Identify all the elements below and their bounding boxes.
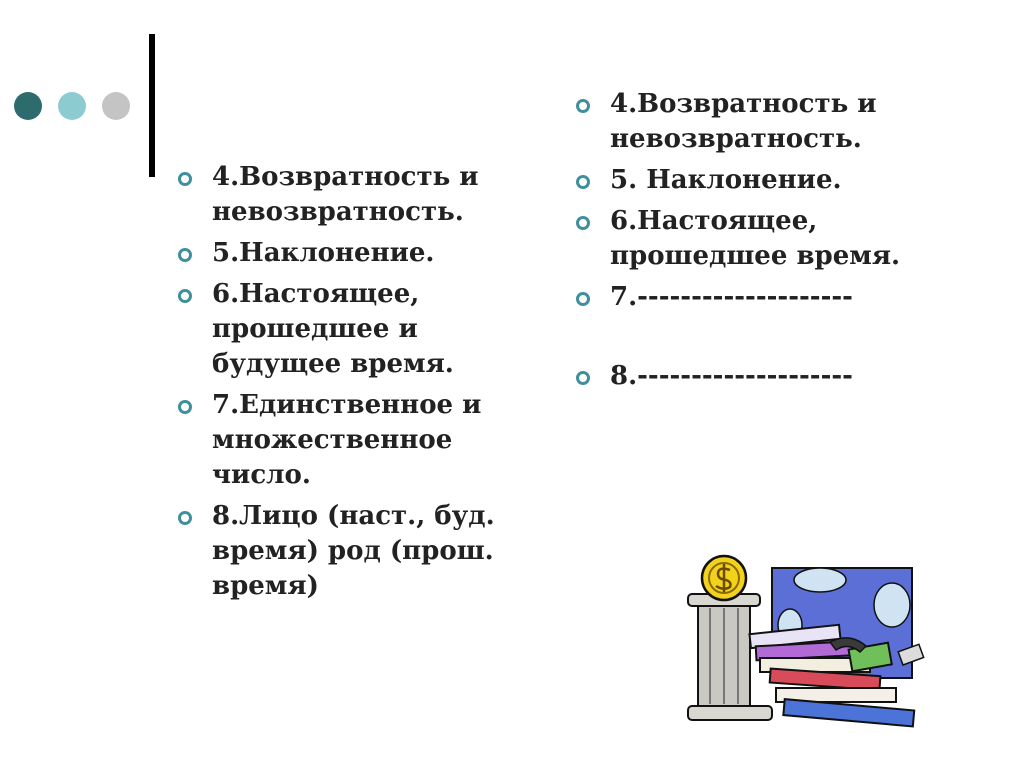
gray-dot xyxy=(102,92,130,120)
list-item xyxy=(574,163,994,198)
ring-bullet-icon xyxy=(576,99,590,113)
ring-bullet-icon xyxy=(178,400,192,414)
list-item-text: 7.-------------------- xyxy=(610,282,853,312)
list-item-text: 7.Единственное и множественное число. xyxy=(212,390,482,490)
list-item xyxy=(574,280,994,315)
ring-bullet-icon xyxy=(576,292,590,306)
books-column-coin-clipart xyxy=(680,550,940,740)
ring-bullet-icon xyxy=(178,248,192,262)
list-item-text: 5. Наклонение. xyxy=(610,165,842,195)
right-bullet-list xyxy=(574,87,994,400)
list-item xyxy=(176,160,536,230)
list-item xyxy=(574,204,994,274)
list-item xyxy=(574,359,994,394)
vertical-divider xyxy=(149,34,155,177)
ring-bullet-icon xyxy=(576,175,590,189)
list-item-text: 5.Наклонение. xyxy=(212,238,435,268)
ring-bullet-icon xyxy=(178,289,192,303)
list-item xyxy=(176,388,536,493)
ring-bullet-icon xyxy=(178,511,192,525)
list-item-text: 6.Настоящее, прошедшее время. xyxy=(610,206,901,271)
list-item-text: 8.-------------------- xyxy=(610,361,853,391)
ring-bullet-icon xyxy=(576,371,590,385)
ring-bullet-icon xyxy=(178,172,192,186)
dark-dot xyxy=(14,92,42,120)
list-item xyxy=(176,236,536,271)
list-item xyxy=(176,499,536,604)
left-bullet-list xyxy=(176,160,536,610)
teal-dot xyxy=(58,92,86,120)
list-item-text: 4.Возвратность и невозвратность. xyxy=(212,162,479,227)
ring-bullet-icon xyxy=(576,216,590,230)
list-item-text: 6.Настоящее, прошедшее и будущее время. xyxy=(212,279,454,379)
list-item xyxy=(574,87,994,157)
list-item-text: 8.Лицо (наст., буд. время) род (прош. время) xyxy=(212,501,495,601)
list-item-text: 4.Возвратность и невозвратность. xyxy=(610,89,877,154)
list-item xyxy=(176,277,536,382)
